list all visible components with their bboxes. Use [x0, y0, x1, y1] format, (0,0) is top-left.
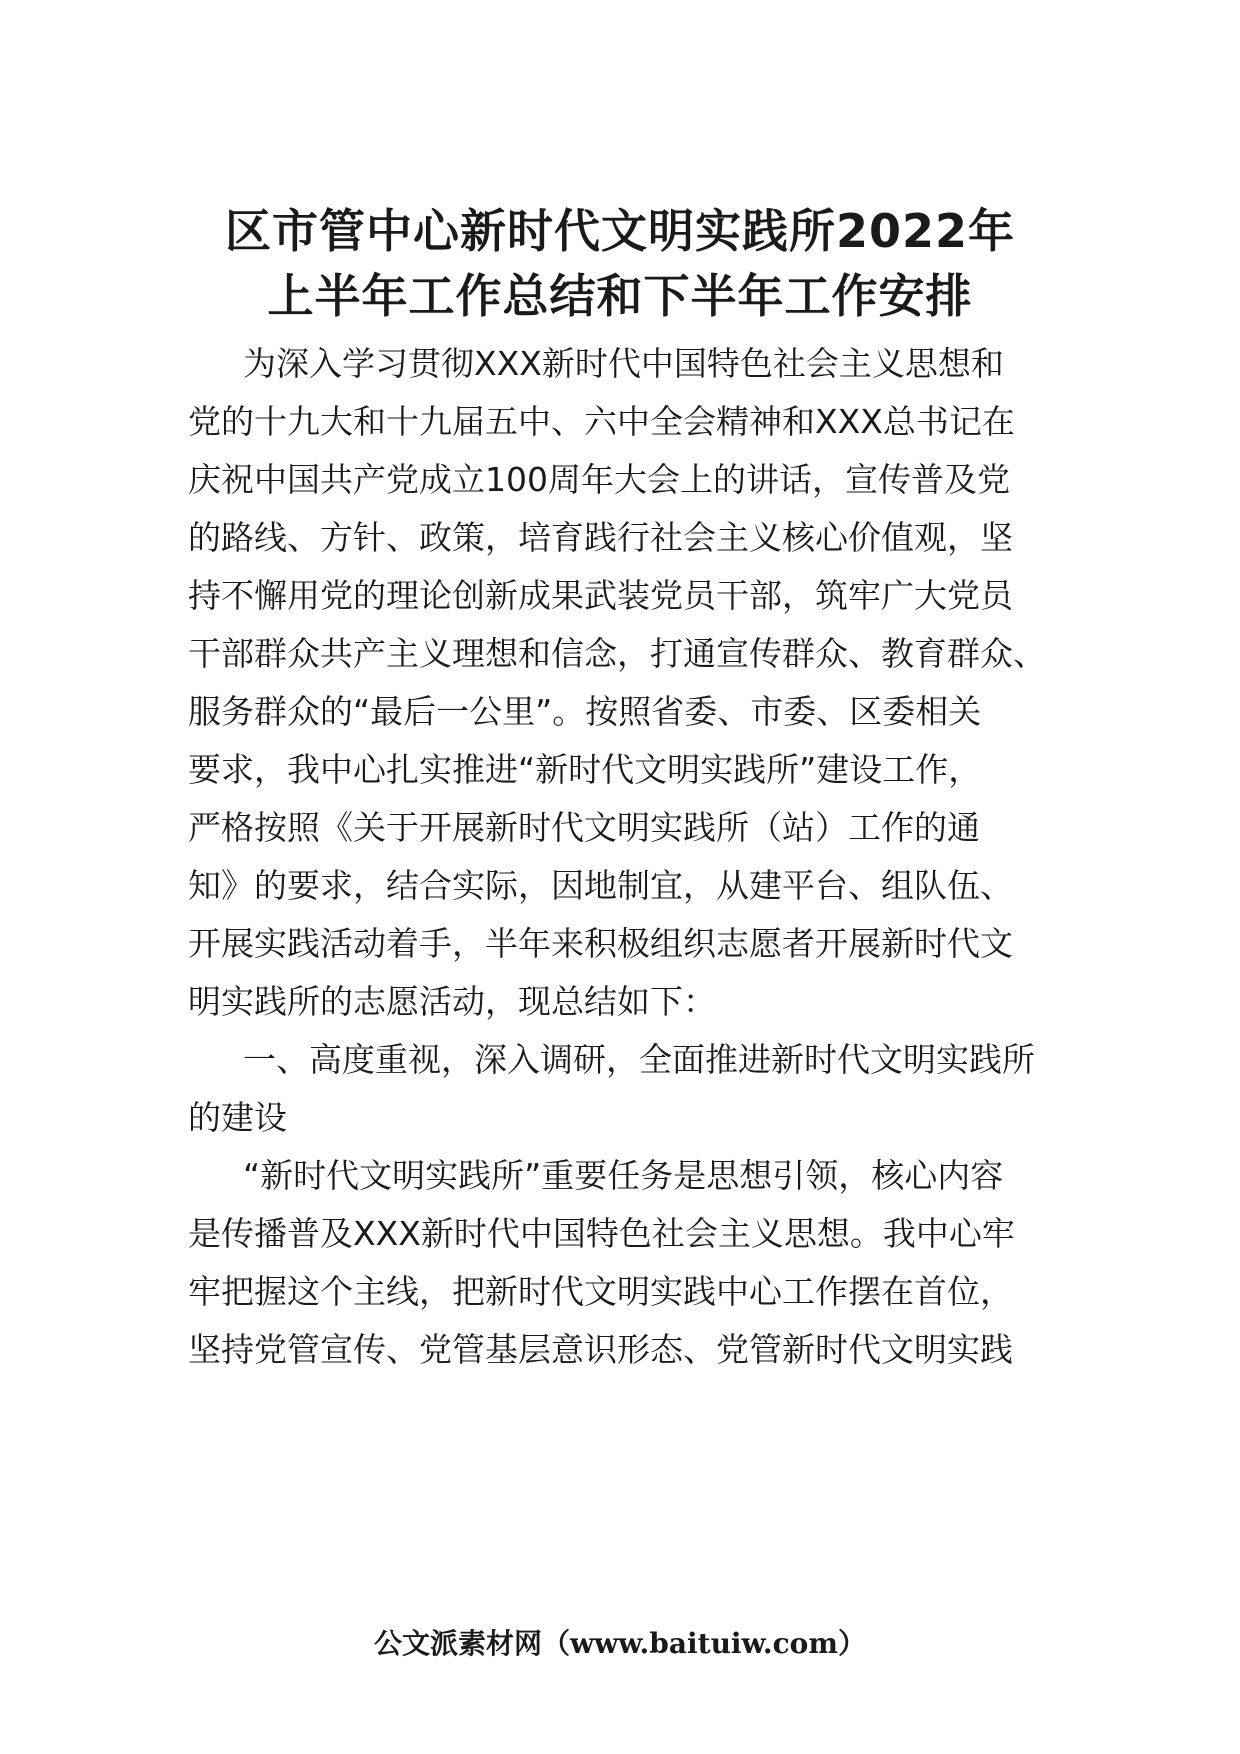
paragraph-line: 要求，我中心扎实推进“新时代文明实践所”建设工作，: [188, 750, 982, 789]
paragraph-line: 的路线、方针、政策，培育践行社会主义核心价值观，坚: [188, 518, 1013, 557]
paragraph-line: “新时代文明实践所”重要任务是思想引领，核心内容: [243, 1156, 1004, 1195]
paragraph-line: 牢把握这个主线，把新时代文明实践中心工作摆在首位，: [188, 1272, 1013, 1311]
section-heading-line: 一、高度重视，深入调研，全面推进新时代文明实践所: [243, 1040, 1035, 1079]
document-title-line-1: 区市管中心新时代文明实践所2022年: [224, 204, 1016, 258]
paragraph-line: 知》的要求，结合实际，因地制宜，从建平台、组队伍、: [188, 866, 1013, 905]
page-footer-source: 公文派素材网（www.baituiw.com）: [374, 1627, 866, 1660]
paragraph-line: 坚持党管宣传、党管基层意识形态、党管新时代文明实践: [188, 1330, 1013, 1369]
paragraph-line: 持不懈用党的理论创新成果武装党员干部，筑牢广大党员: [188, 576, 1013, 615]
paragraph-line: 庆祝中国共产党成立100周年大会上的讲话，宣传普及党: [188, 460, 1010, 499]
paragraph-line: 干部群众共产主义理想和信念，打通宣传群众、教育群众、: [188, 634, 1046, 673]
document-title-line-2: 上半年工作总结和下半年工作安排: [267, 269, 973, 323]
paragraph-line: 为深入学习贯彻XXX新时代中国特色社会主义思想和: [243, 344, 1004, 383]
paragraph-line: 明实践所的志愿活动，现总结如下：: [188, 982, 716, 1021]
paragraph-line: 服务群众的“最后一公里”。按照省委、市委、区委相关: [188, 692, 982, 731]
paragraph-line: 严格按照《关于开展新时代文明实践所（站）工作的通: [188, 808, 980, 847]
section-heading-line: 的建设: [188, 1098, 287, 1137]
paragraph-line: 开展实践活动着手，半年来积极组织志愿者开展新时代文: [188, 924, 1013, 963]
paragraph-line: 是传播普及XXX新时代中国特色社会主义思想。我中心牢: [188, 1214, 1015, 1253]
paragraph-line: 党的十九大和十九届五中、六中全会精神和XXX总书记在: [188, 402, 1015, 441]
